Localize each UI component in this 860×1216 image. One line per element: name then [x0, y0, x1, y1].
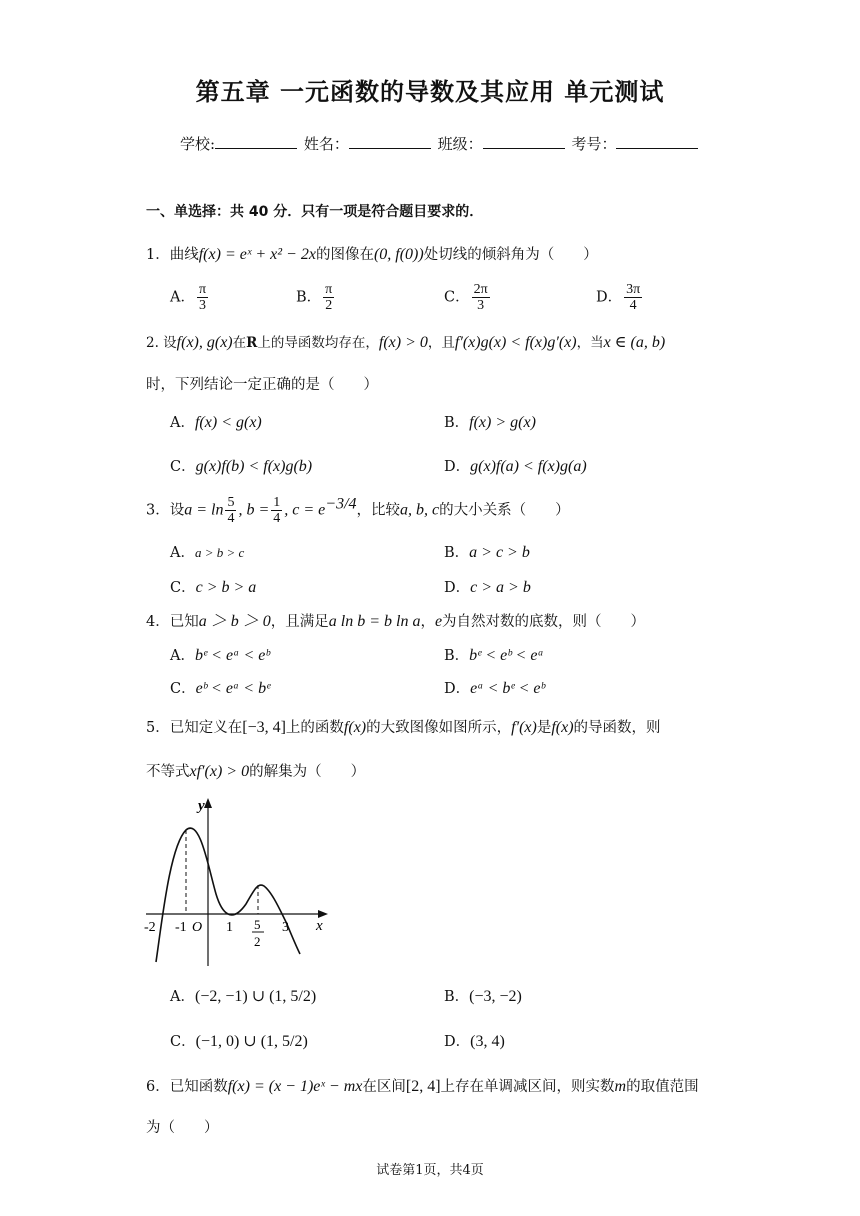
option-text: (−2, −1) ∪ (1, 5/2): [194, 988, 317, 1005]
option-text: (3, 4): [470, 1033, 505, 1050]
question-4: [146, 608, 645, 631]
math-expression: f(x), g(x): [176, 334, 233, 351]
function-graph: [140, 796, 340, 968]
option-label: B．: [444, 415, 470, 431]
function-curve: [156, 828, 300, 962]
fraction: [271, 495, 282, 526]
math-expression: a, b, c: [400, 501, 440, 519]
question-text: 已知: [169, 614, 199, 630]
option-label: C．: [170, 1034, 196, 1050]
class-blank[interactable]: [483, 134, 565, 149]
option-label: B．: [444, 989, 470, 1005]
q4-option-b[interactable]: [444, 644, 544, 665]
math-expression: f(x): [343, 719, 367, 736]
q3-option-a[interactable]: [170, 541, 244, 562]
option-label: C．: [170, 459, 196, 475]
question-text: 为自然对数的底数，则（ ）: [442, 614, 646, 630]
math-expression: f(x) > 0: [378, 334, 428, 351]
math-expression: [2, 4]: [405, 1078, 441, 1095]
option-label: B．: [296, 289, 322, 306]
q2-option-a[interactable]: [170, 411, 262, 432]
math-expression: m: [614, 1078, 627, 1095]
option-label: A．: [170, 289, 195, 306]
fraction-numerator: π: [198, 282, 207, 297]
option-text: (−1, 0) ∪ (1, 5/2): [195, 1033, 308, 1050]
q2-option-d[interactable]: [444, 455, 587, 476]
math-expression: a ＞ b ＞ 0: [198, 613, 271, 630]
q5-option-d[interactable]: [444, 1030, 505, 1051]
math-expression: a = ln: [184, 501, 224, 519]
option-text: a > b > c: [194, 545, 245, 560]
question-text: 是: [536, 720, 552, 736]
option-text: f(x) < g(x): [194, 414, 262, 431]
question-text: ，: [420, 614, 435, 630]
math-expression: , c = e: [284, 501, 326, 519]
fraction: [323, 282, 334, 313]
option-label: D．: [596, 289, 623, 306]
y-axis-label: y: [198, 798, 205, 814]
tick-label-5-over-2-numerator: 5: [254, 917, 261, 932]
option-label: C．: [170, 580, 196, 596]
question-text: 上的导函数均存在，: [257, 335, 379, 351]
question-text: ，比较: [356, 502, 401, 519]
question-number: 2.: [146, 335, 164, 351]
question-number: 4．: [146, 614, 170, 630]
fraction-denominator: 4: [629, 298, 637, 313]
option-text: eᵃ < bᵉ < eᵇ: [470, 680, 545, 697]
question-number: 3．: [146, 502, 170, 519]
question-text: 在区间: [362, 1079, 406, 1095]
math-expression: xf′(x) > 0: [189, 763, 250, 780]
question-text: 的大致图像如图所示，: [366, 720, 512, 736]
question-6-line-2: 为（ ）: [146, 1120, 219, 1136]
question-2-line-2: 时，下列结论一定正确的是（ ）: [146, 377, 378, 393]
option-text: eᵇ < eᵃ < bᵉ: [195, 680, 271, 697]
q2-option-b[interactable]: [444, 411, 536, 432]
option-label: A．: [170, 545, 195, 561]
math-expression: f(x) = (x − 1)eˣ − mx: [227, 1078, 363, 1095]
name-label: 姓名：: [303, 135, 349, 153]
page-title: 第五章 一元函数的导数及其应用 单元测试: [195, 78, 665, 106]
question-1: [146, 243, 598, 264]
question-5: [146, 716, 661, 737]
page-footer: 试卷第1页，共4页: [376, 1163, 484, 1178]
option-text: a > c > b: [469, 544, 530, 561]
fraction-numerator: π: [325, 282, 333, 297]
q3-option-b[interactable]: [444, 541, 530, 562]
option-label: B．: [444, 648, 470, 664]
q2-option-c[interactable]: [170, 455, 312, 476]
option-text: f(x) > g(x): [469, 414, 536, 431]
tick-label-minus-2: -2: [144, 920, 156, 935]
x-axis-label: x: [316, 918, 323, 934]
math-expression: e: [434, 613, 443, 630]
q5-option-c[interactable]: [170, 1030, 308, 1051]
exponent: −3/4: [325, 495, 357, 513]
q1-option-b[interactable]: [296, 282, 336, 313]
question-text: 上的函数: [285, 720, 344, 736]
option-text: bᵉ < eᵃ < eᵇ: [194, 647, 270, 664]
question-text: 在: [232, 335, 247, 351]
q5-option-a[interactable]: [170, 985, 316, 1006]
school-blank[interactable]: [215, 134, 297, 149]
question-text: ，且满足: [270, 614, 329, 630]
math-expression: [−3, 4]: [242, 719, 286, 736]
math-expression: a ln b = b ln a: [328, 613, 421, 630]
option-text: g(x)f(a) < f(x)g(a): [470, 458, 587, 475]
q3-option-c[interactable]: [170, 576, 256, 597]
question-text: 已知定义在: [169, 720, 243, 736]
question-text: 不等式: [146, 764, 190, 780]
section-heading: 一、单选择：共 40 分．只有一项是符合题目要求的．: [146, 204, 484, 220]
math-expression: f′(x)g(x) < f(x)g′(x): [454, 334, 577, 351]
name-blank[interactable]: [349, 134, 431, 149]
fraction-numerator: 3π: [626, 282, 641, 297]
option-text: bᵉ < eᵇ < eᵃ: [469, 647, 544, 664]
school-label: 学校:: [180, 135, 216, 153]
math-expression: f(x): [551, 719, 574, 736]
question-text: 设: [163, 335, 177, 351]
fraction: [197, 282, 208, 313]
question-text: ，且: [427, 335, 455, 351]
q4-option-d[interactable]: [444, 677, 545, 698]
option-label: C．: [170, 681, 196, 697]
question-text: 处切线的倾斜角为（ ）: [423, 247, 598, 263]
option-text: c > b > a: [195, 579, 257, 596]
question-6: [146, 1075, 699, 1096]
math-expression: R: [246, 335, 258, 351]
math-expression: (0, f(0)): [373, 246, 424, 263]
x-axis-arrow: [318, 910, 328, 918]
option-label: A．: [170, 648, 195, 664]
q4-option-a[interactable]: [170, 644, 270, 665]
fraction-numerator: 5: [227, 495, 235, 510]
option-label: C．: [444, 289, 470, 306]
class-label: 班级：: [437, 135, 483, 153]
fraction: [624, 282, 642, 313]
tick-label-3: 3: [282, 920, 289, 935]
option-label: D．: [444, 459, 471, 475]
fraction: [472, 282, 490, 313]
question-text: 的取值范围: [626, 1079, 699, 1095]
option-text: (−3, −2): [469, 988, 522, 1005]
question-text: 的图像在: [315, 247, 374, 263]
option-text: g(x)f(b) < f(x)g(b): [195, 458, 313, 475]
tick-label-1: 1: [226, 920, 233, 935]
question-text: 设: [169, 502, 185, 519]
math-expression: f(x) = eˣ + x² − 2x: [198, 246, 316, 263]
q5-option-b[interactable]: [444, 985, 522, 1006]
question-3: [146, 495, 570, 526]
option-label: D．: [444, 681, 471, 697]
question-text: 上存在单调减区间，则实数: [440, 1079, 615, 1095]
q4-option-c[interactable]: [170, 677, 270, 698]
exam-number-blank[interactable]: [616, 134, 698, 149]
math-expression: , b =: [238, 501, 270, 519]
fraction-numerator: 1: [273, 495, 281, 510]
q3-option-d[interactable]: [444, 576, 531, 597]
fraction-denominator: 3: [477, 298, 485, 313]
origin-label: O: [192, 920, 203, 935]
fraction-denominator: 2: [325, 298, 333, 313]
y-axis-arrow: [204, 798, 212, 808]
exam-number-label: 考号：: [571, 135, 617, 153]
tick-label-5-over-2-denominator: 2: [254, 934, 261, 949]
question-text: 的解集为（ ）: [249, 764, 366, 780]
question-text: 已知函数: [169, 1079, 228, 1095]
fraction: [225, 495, 236, 526]
option-label: A．: [170, 989, 195, 1005]
question-text: 的大小关系（ ）: [439, 502, 570, 519]
q1-option-d[interactable]: [596, 282, 644, 313]
math-expression: x ∈ (a, b): [603, 334, 666, 351]
question-text: 曲线: [169, 247, 199, 263]
math-expression: f′(x): [511, 719, 537, 736]
question-text: ，当: [576, 335, 604, 351]
question-number: 5．: [146, 720, 170, 736]
option-label: D．: [444, 580, 471, 596]
question-number: 6．: [146, 1079, 170, 1095]
question-number: 1．: [146, 247, 170, 263]
fraction-denominator: 4: [227, 511, 235, 526]
option-label: B．: [444, 545, 470, 561]
q1-option-c[interactable]: [444, 282, 492, 313]
fraction-numerator: 2π: [473, 282, 488, 297]
question-2: [146, 331, 665, 352]
option-label: D．: [444, 1034, 471, 1050]
fraction-denominator: 4: [273, 511, 281, 526]
option-text: c > a > b: [470, 579, 531, 596]
question-text: 的导函数，则: [573, 720, 661, 736]
q1-option-a[interactable]: [170, 282, 210, 313]
question-5-line-2: [146, 760, 365, 781]
fraction-denominator: 3: [199, 298, 207, 313]
student-info-line: [180, 133, 700, 154]
tick-label-minus-1: -1: [175, 920, 187, 935]
option-label: A．: [170, 415, 195, 431]
